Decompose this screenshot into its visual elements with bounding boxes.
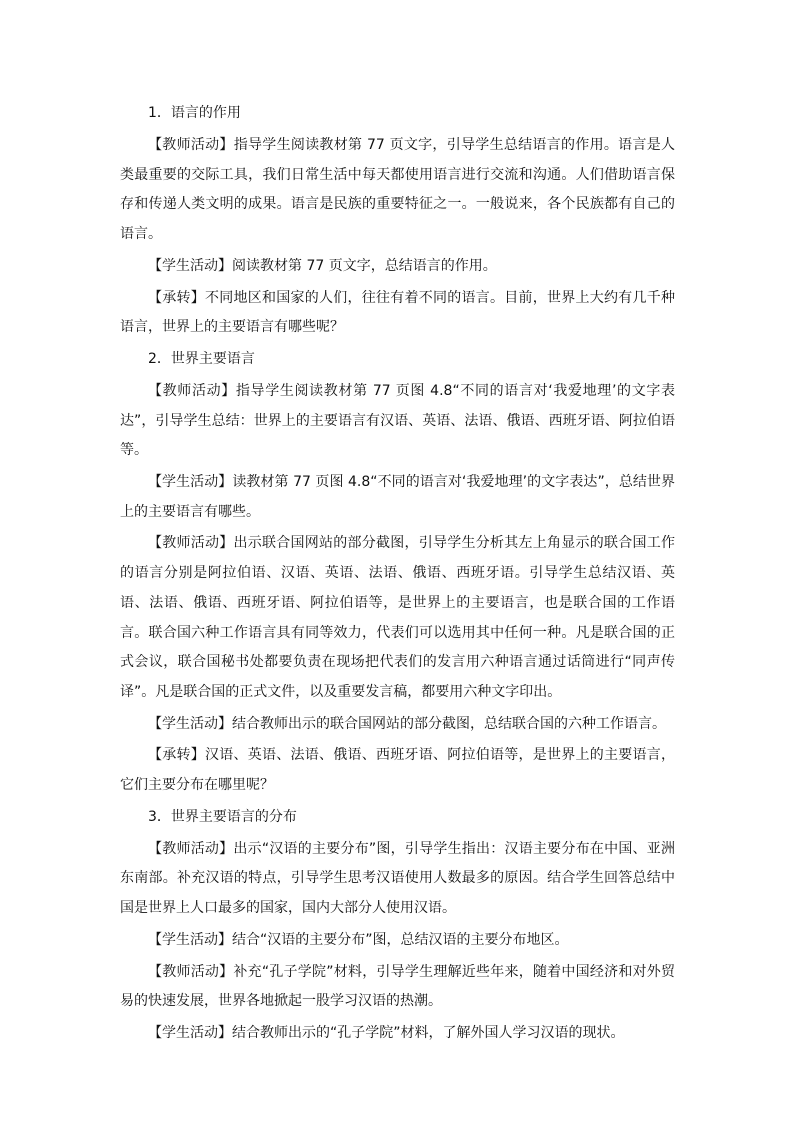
paragraph (120, 529, 675, 707)
activity-tag: 【学生活动】 (148, 931, 232, 948)
paragraph (120, 958, 675, 1017)
section-heading: 2．世界主要语言 (148, 350, 255, 367)
paragraph-text: 出示联合国网站的部分截图，引导学生分析其左上角显示的联合国工作的语言分别是阿拉伯语、汉语、英语、法语、俄语、西班牙语。引导学生总结汉语、英语、法语、俄语、西班牙语、阿拉伯语等，是世界上的主要语言，也是联合国的工作语言。联合国六种工作语言具有同等效力，代表们可以选用其中任何一种。凡是联合国的正式会议，联合国秘书处都要负责在现场把代表们的发言用六种语言通过话筒进行“同声传译”。凡是联合国的正式文件，以及重要发言稿，都要用六种文字印出。 (120, 535, 675, 700)
paragraph-text: 结合教师出示的“孔子学院”材料，了解外国人学习汉语的现状。 (232, 1024, 625, 1041)
activity-tag: 【教师活动】 (148, 963, 234, 980)
activity-tag: 【承转】 (148, 747, 205, 764)
paragraph-text: 结合“汉语的主要分布”图，总结汉语的主要分布地区。 (232, 931, 569, 948)
paragraph-text: 不同地区和国家的人们，往往有着不同的语言。目前，世界上大约有几千种语言，世界上的主要语言有哪些呢？ (120, 289, 675, 336)
activity-tag: 【教师活动】 (148, 382, 236, 399)
paragraph (120, 252, 675, 282)
paragraph (120, 741, 675, 800)
paragraph (120, 835, 675, 924)
activity-tag: 【学生活动】 (148, 1024, 232, 1041)
activity-tag: 【学生活动】 (148, 474, 233, 491)
paragraph (120, 284, 675, 343)
paragraph (120, 377, 675, 466)
activity-tag: 【教师活动】 (148, 137, 234, 153)
paragraph (120, 468, 675, 527)
paragraph-text: 指导学生阅读教材第 77 页文字，引导学生总结语言的作用。语言是人类最重要的交际工具，我们日常生活中每天都使用语言进行交流和沟通。人们借助语言保存和传递人类文明的成果。语言是民族的重要特征之一。一般说来，各个民族都有自己的语言。 (120, 137, 675, 243)
paragraph-text: 指导学生阅读教材第 77 页图 4.8“不同的语言对‘我爱地理’的文字表达”，引导学生总结：世界上的主要语言有汉语、英语、法语、俄语、西班牙语、阿拉伯语等。 (120, 382, 675, 459)
paragraph (120, 926, 675, 956)
paragraph (120, 710, 675, 740)
paragraph (120, 131, 675, 250)
activity-tag: 【教师活动】 (148, 535, 234, 552)
activity-tag: 【承转】 (148, 289, 205, 306)
paragraph-text: 汉语、英语、法语、俄语、西班牙语、阿拉伯语等，是世界上的主要语言，它们主要分布在哪里呢？ (120, 747, 675, 794)
paragraph-text: 补充“孔子学院”材料，引导学生理解近些年来，随着中国经济和对外贸易的快速发展，世界各地掀起一股学习汉语的热潮。 (120, 963, 676, 1010)
paragraph-text: 阅读教材第 77 页文字，总结语言的作用。 (232, 257, 497, 274)
section-heading: 1．语言的作用 (148, 105, 241, 121)
document-body (120, 99, 675, 1051)
paragraph (120, 1019, 675, 1049)
activity-tag: 【教师活动】 (148, 840, 234, 857)
paragraph-text: 结合教师出示的联合国网站的部分截图，总结联合国的六种工作语言。 (232, 715, 666, 732)
paragraph-text: 出示“汉语的主要分布”图，引导学生指出：汉语主要分布在中国、亚洲东南部。补充汉语的特点，引导学生思考汉语使用人数最多的原因。结合学生回答总结中国是世界上人口最多的国家，国内大部分人使用汉语。 (120, 840, 676, 917)
section-heading: 3．世界主要语言的分布 (148, 808, 297, 825)
paragraph-text: 读教材第 77 页图 4.8“不同的语言对‘我爱地理’的文字表达”，总结世界上的主要语言有哪些。 (120, 474, 675, 520)
activity-tag: 【学生活动】 (148, 257, 232, 274)
activity-tag: 【学生活动】 (148, 715, 232, 732)
